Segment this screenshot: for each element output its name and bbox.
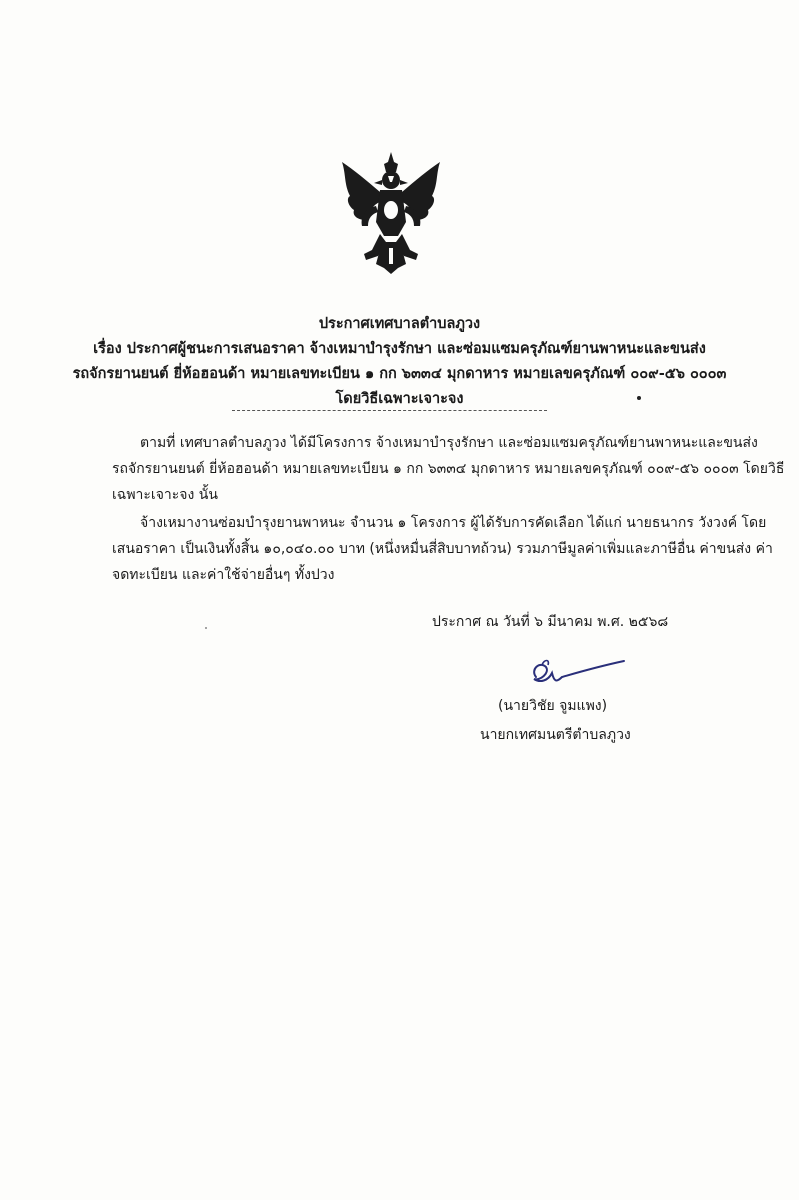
method-line: โดยวิธีเฉพาะเจาะจง bbox=[335, 391, 464, 407]
subject-line-2: รถจักรยานยนต์ ยี่ห้อฮอนด้า หมายเลขทะเบียน ๑ กก ๖๓๓๔ มุกดาหาร หมายเลขครุภัณฑ์ ๐๐๙-๕๖ ๐๐๐๓ bbox=[72, 366, 727, 382]
handwritten-signature bbox=[526, 655, 628, 693]
divider bbox=[232, 410, 547, 411]
announcement-date: ประกาศ ณ วันที่ ๖ มีนาคม พ.ศ. ๒๕๖๘ bbox=[432, 614, 669, 630]
org-title: ประกาศเทศบาลตำบลภูวง bbox=[318, 316, 481, 332]
garuda-emblem bbox=[336, 150, 446, 278]
scan-speck bbox=[205, 627, 207, 629]
subject-line-1: เรื่อง ประกาศผู้ชนะการเสนอราคา จ้างเหมาบำรุงรักษา และซ่อมแซมครุภัณฑ์ยานพาหนะและขนส่ง bbox=[93, 341, 706, 357]
paragraph-line: จ้างเหมางานซ่อมบำรุงยานพาหนะ จำนวน ๑ โครงการ ผู้ได้รับการคัดเลือก ได้แก่ นายธนากร วังวงค์ โดย bbox=[140, 515, 767, 531]
signer-position: นายกเทศมนตรีตำบลภูวง bbox=[480, 727, 631, 743]
paragraph-line: จดทะเบียน และค่าใช้จ่ายอื่นๆ ทั้งปวง bbox=[112, 567, 335, 583]
paragraph-1 bbox=[112, 430, 785, 508]
paragraph-2 bbox=[112, 510, 773, 588]
paragraph-line: ตามที่ เทศบาลตำบลภูวง ได้มีโครงการ จ้างเหมาบำรุงรักษา และซ่อมแซมครุภัณฑ์ยานพาหนะและขนส่ง bbox=[140, 435, 758, 451]
paragraph-line: เสนอราคา เป็นเงินทั้งสิ้น ๑๐,๐๔๐.๐๐ บาท (หนึ่งหมื่นสี่สิบบาทถ้วน) รวมภาษีมูลค่าเพิ่มและภาษีอื่น ค่าขนส่ง ค่า bbox=[112, 541, 773, 557]
announcement-header bbox=[0, 312, 799, 412]
paragraph-line: รถจักรยานยนต์ ยี่ห้อฮอนด้า หมายเลขทะเบียน ๑ กก ๖๓๓๔ มุกดาหาร หมายเลขครุภัณฑ์ ๐๐๙-๕๖ ๐๐๐๓ โดยวิธี bbox=[112, 461, 785, 477]
scan-speck bbox=[637, 396, 641, 400]
signer-name: (นายวิชัย จูมแพง) bbox=[498, 698, 608, 714]
paragraph-line: เฉพาะเจาะจง นั้น bbox=[112, 487, 218, 503]
